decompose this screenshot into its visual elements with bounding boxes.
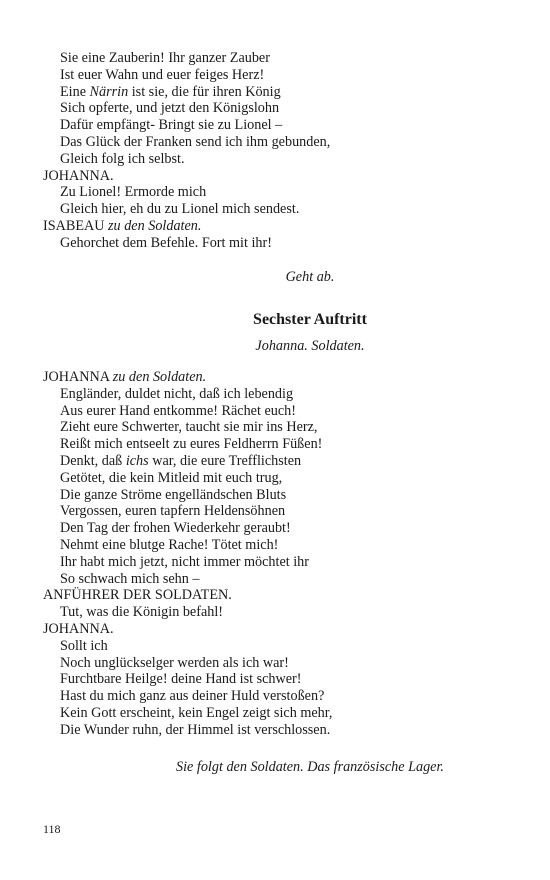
- verse-line: Zieht eure Schwerter, taucht sie mir ins Herz,: [60, 419, 318, 436]
- speaker-line: JOHANNA.: [43, 167, 114, 184]
- speaker-line: JOHANNA.: [43, 620, 114, 637]
- scene-title: Sechster Auftritt: [253, 311, 367, 328]
- verse-line: Die ganze Ströme engelländschen Bluts: [60, 486, 287, 503]
- speaker-line: [43, 369, 513, 386]
- verse-line: Gleich folg ich selbst.: [60, 150, 185, 167]
- speaker-line: ANFÜHRER DER SOLDATEN.: [43, 587, 232, 604]
- page-number: 118: [43, 822, 61, 836]
- verse-line: Reißt mich entseelt zu eures Feldherrn Füßen!: [60, 436, 323, 453]
- verse-line: Gleich hier, eh du zu Lionel mich sendest.: [60, 201, 300, 218]
- stage-direction-exit: Geht ab.: [285, 269, 335, 285]
- italic-run: Närrin: [89, 83, 129, 100]
- text-run: Eine: [60, 83, 90, 100]
- verse-line: So schwach mich sehn –: [60, 570, 200, 587]
- text-run: war, die eure Trefflichsten: [148, 452, 302, 469]
- verse-line: Sich opferte, und jetzt den Königslohn: [60, 100, 280, 117]
- verse-line: Das Glück der Franken send ich ihm gebunden,: [60, 133, 331, 150]
- verse-block-main: [43, 369, 513, 739]
- verse-line: Ist euer Wahn und euer feiges Herz!: [60, 66, 265, 83]
- verse-line: Den Tag der frohen Wiederkehr geraubt!: [60, 520, 291, 537]
- verse-line: Furchtbare Heilge! deine Hand ist schwer!: [60, 671, 302, 688]
- text-run: ist sie, die für ihren König: [128, 83, 281, 100]
- italic-run: ichs: [125, 452, 149, 469]
- verse-line: Gehorchet dem Befehle. Fort mit ihr!: [60, 234, 272, 251]
- verse-line: Die Wunder ruhn, der Himmel ist verschlossen.: [60, 721, 331, 738]
- verse-line: Kein Gott erscheint, kein Engel zeigt sich mehr,: [60, 704, 333, 721]
- verse-line: Ihr habt mich jetzt, nicht immer möchtet ihr: [60, 553, 309, 570]
- speaker-line: [43, 218, 513, 235]
- verse-line: Tut, was die Königin befahl!: [60, 604, 224, 621]
- verse-line: Vergossen, euren tapfern Heldensöhnen: [60, 503, 286, 520]
- verse-block-top: [43, 50, 513, 252]
- text-run: JOHANNA: [43, 369, 113, 385]
- verse-line: [43, 84, 513, 101]
- verse-line: Nehmt eine blutge Rache! Tötet mich!: [60, 536, 279, 553]
- stage-direction-closing: Sie folgt den Soldaten. Das französische Lager.: [176, 759, 444, 775]
- verse-line: Sie eine Zauberin! Ihr ganzer Zauber: [60, 50, 270, 66]
- verse-line: Aus eurer Hand entkomme! Rächet euch!: [60, 402, 296, 419]
- verse-line: Dafür empfängt- Bringt sie zu Lionel –: [60, 117, 283, 134]
- verse-line: [43, 453, 513, 470]
- verse-line: Sollt ich: [60, 637, 108, 654]
- verse-line: Zu Lionel! Ermorde mich: [60, 184, 207, 201]
- verse-line: Engländer, duldet nicht, daß ich lebendig: [60, 385, 294, 402]
- verse-line: Hast du mich ganz aus deiner Huld verstoßen?: [60, 688, 325, 705]
- text-run: Denkt, daß: [60, 452, 126, 469]
- text-run: ISABEAU: [43, 217, 109, 234]
- italic-run: zu den Soldaten.: [112, 369, 207, 385]
- verse-line: Noch unglückselger werden als ich war!: [60, 654, 289, 671]
- italic-run: zu den Soldaten.: [108, 217, 202, 234]
- verse-line: Getötet, die kein Mitleid mit euch trug,: [60, 469, 283, 486]
- scene-cast: Johanna. Soldaten.: [255, 338, 365, 354]
